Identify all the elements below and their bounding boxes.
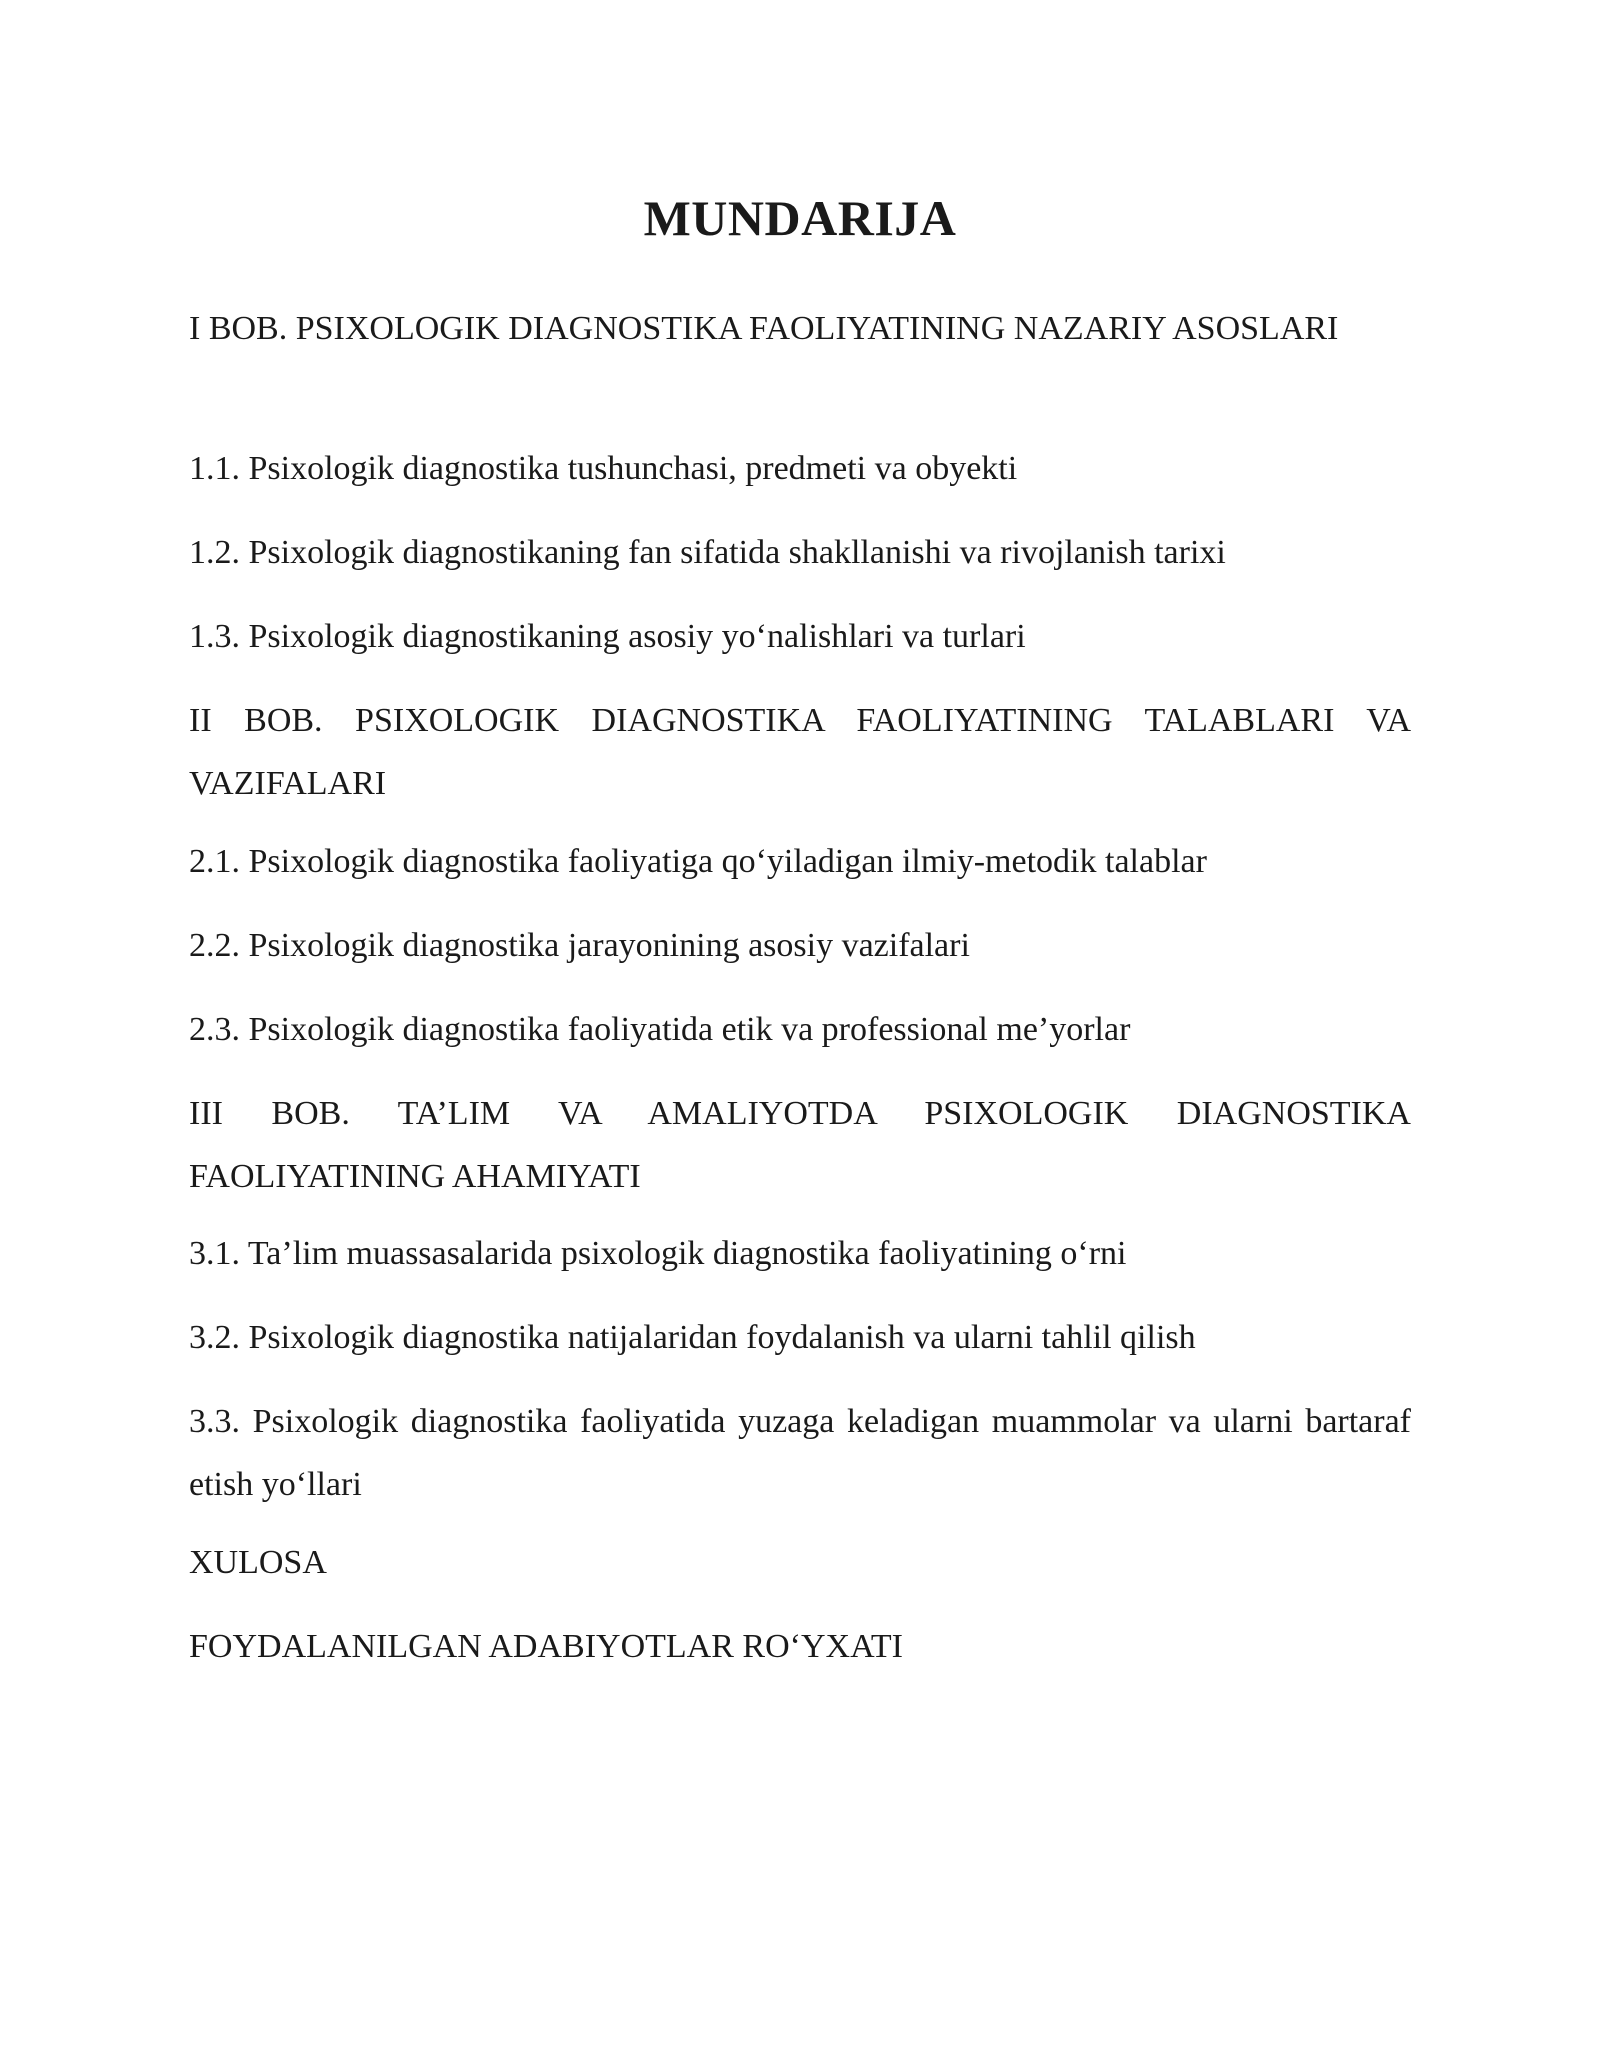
toc-chapter-1: I BOB. PSIXOLOGIK DIAGNOSTIKA FAOLIYATINING NAZARIY ASOSLARI bbox=[189, 310, 1339, 347]
toc-section-1-1: 1.1. Psixologik diagnostika tushunchasi, predmeti va obyekti bbox=[189, 450, 1018, 487]
toc-conclusion: XULOSA bbox=[189, 1544, 327, 1581]
page-title: MUNDARIJA bbox=[643, 190, 957, 246]
toc-section-3-1: 3.1. Ta’lim muassasalarida psixologik diagnostika faoliyatining o‘rni bbox=[189, 1235, 1127, 1272]
toc-section-1-2: 1.2. Psixologik diagnostikaning fan sifatida shakllanishi va rivojlanish tarixi bbox=[189, 534, 1226, 571]
toc-section-3-3: 3.3. Psixologik diagnostika faoliyatida yuzaga keladigan muammolar va ularni bartaraf etish yo‘llari bbox=[189, 1403, 1411, 1503]
toc-references: FOYDALANILGAN ADABIYOTLAR RO‘YXATI bbox=[189, 1628, 903, 1665]
toc-chapter-2: II BOB. PSIXOLOGIK DIAGNOSTIKA FAOLIYATINING TALABLARI VA VAZIFALARI bbox=[189, 702, 1411, 802]
toc-chapter-3: III BOB. TA’LIM VA AMALIYOTDA PSIXOLOGIK DIAGNOSTIKA FAOLIYATINING AHAMIYATI bbox=[189, 1095, 1411, 1195]
toc-section-2-3: 2.3. Psixologik diagnostika faoliyatida etik va professional me’yorlar bbox=[189, 1011, 1131, 1048]
toc-section-2-2: 2.2. Psixologik diagnostika jarayonining asosiy vazifalari bbox=[189, 927, 970, 964]
toc-section-2-1: 2.1. Psixologik diagnostika faoliyatiga qo‘yiladigan ilmiy-metodik talablar bbox=[189, 843, 1207, 880]
toc-section-3-2: 3.2. Psixologik diagnostika natijalaridan foydalanish va ularni tahlil qilish bbox=[189, 1319, 1196, 1356]
toc-section-1-3: 1.3. Psixologik diagnostikaning asosiy yo‘nalishlari va turlari bbox=[189, 618, 1026, 655]
